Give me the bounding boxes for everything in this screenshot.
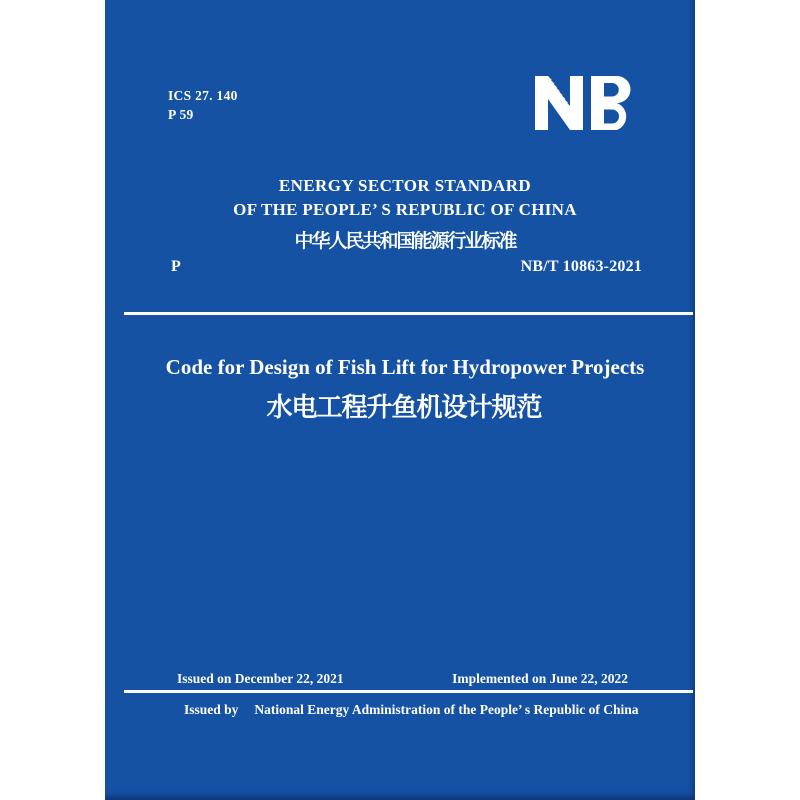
ics-class: P 59 bbox=[168, 106, 194, 122]
divider-rule-top bbox=[124, 312, 693, 315]
ics-code: ICS 27. 140 bbox=[168, 88, 238, 103]
standard-cover bbox=[105, 0, 695, 800]
org-name-en-line2: OF THE PEOPLE’ S REPUBLIC OF CHINA bbox=[233, 200, 577, 219]
issued-by-line bbox=[184, 702, 639, 718]
implemented-date: Implemented on June 22, 2022 bbox=[452, 671, 628, 686]
doc-class-letter: P bbox=[171, 258, 181, 275]
issued-date: Issued on December 22, 2021 bbox=[177, 671, 344, 686]
org-name-en-line1: ENERGY SECTOR STANDARD bbox=[278, 176, 532, 195]
ics-block bbox=[168, 87, 238, 124]
standard-number: NB/T 10863-2021 bbox=[520, 258, 642, 275]
nb-logo-icon bbox=[535, 76, 635, 130]
divider-rule-bottom bbox=[124, 690, 693, 693]
org-name-cn: 中华人民共和国能源行业标准 bbox=[294, 230, 516, 252]
issued-by-value: National Energy Administration of the People’ s Republic of China bbox=[254, 702, 639, 717]
issued-by-label: Issued by bbox=[184, 702, 239, 717]
document-title-en: Code for Design of Fish Lift for Hydropower Projects bbox=[165, 355, 645, 379]
document-title-cn: 水电工程升鱼机设计规范 bbox=[266, 393, 542, 423]
